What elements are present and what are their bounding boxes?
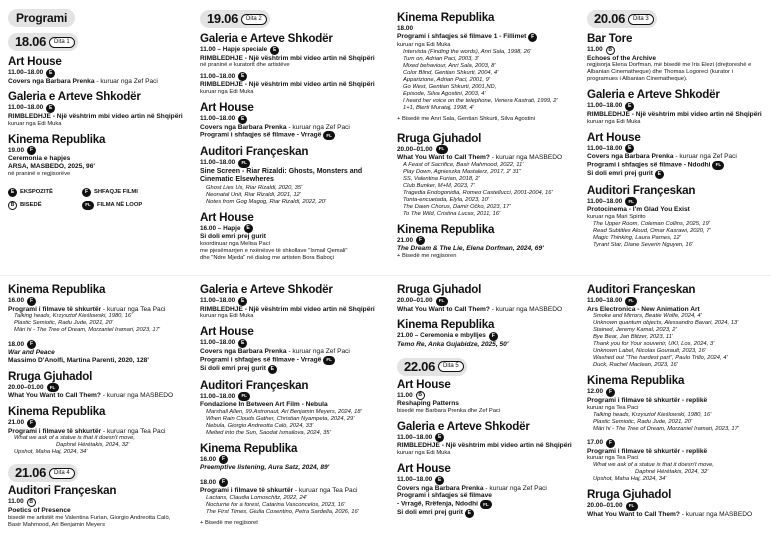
event-time: 11.00–18.00 E	[397, 476, 579, 485]
film-item: To The Wild, Cristina Lucas, 2011, 16'	[403, 210, 501, 217]
day-pill-4	[8, 464, 78, 482]
event-title: Programi i shfaqjes së filmave	[397, 492, 492, 500]
event-title: Ars Electronica - New Animation Art	[587, 305, 700, 313]
event-title: Programi i filmave të shkurtër - kuruar nga Tea Paci	[8, 305, 166, 313]
film-item: Upshot, Maha Haj, 2024, 34'	[593, 476, 667, 483]
event-time: 16.00 F	[200, 455, 385, 464]
event-block	[587, 33, 767, 83]
event-time: 11.00–18.00 E	[8, 104, 190, 113]
venue-name: Art House	[200, 210, 254, 224]
exhibition-icon: E	[435, 476, 444, 485]
day-tag: Dita 2	[241, 14, 267, 25]
event-time: 11.00–18.00 E	[397, 433, 579, 442]
event-block	[587, 185, 767, 249]
event-note: dhe "Ndre Mjeda" në dialog me artisten Bora Baboçi	[200, 255, 334, 261]
day-date: 22.06	[404, 358, 436, 374]
day-tag: Dita 5	[438, 361, 464, 372]
event-title: War and Peace	[8, 349, 55, 357]
film-icon: F	[27, 419, 36, 428]
loop-icon: FL	[625, 297, 637, 306]
event-block	[397, 12, 579, 123]
event-time: 11.00–18.00 E	[587, 144, 767, 153]
exhibition-icon: E	[655, 170, 664, 179]
venue-name: Rruga Gjuhadol	[397, 131, 482, 145]
event-time: 20.00–01.00 FL	[8, 383, 190, 392]
event-title: Programi i shfaqjes së filmave - Ndodhi FL	[587, 161, 767, 170]
talk-note: + Bisedë me regjisoren	[397, 253, 457, 260]
film-item: Marshall Allen, 99.Astronaut, Ari Benjamin Meyers, 2024, 18'	[206, 408, 362, 415]
film-item: Duck, Rachel Maclean, 2023, 16'	[593, 362, 678, 369]
event-title: Programi i filmave të shkurtër - kuruar nga Tea Paci	[8, 427, 166, 435]
loop-icon: FL	[626, 502, 638, 511]
event-title: Protocinema - I'm Glad You Exist	[587, 206, 690, 214]
venue-name: Auditori Françeskan	[587, 284, 696, 296]
event-time: 11.00–18.00 E	[8, 69, 190, 78]
venue-name: Kinema Republika	[8, 284, 106, 296]
venue-name: Art House	[200, 325, 254, 339]
event-time: 11.00–18.00 E	[200, 115, 385, 124]
page-title: Programi	[8, 9, 75, 27]
event-time: 18.00	[397, 24, 413, 32]
loop-icon: FL	[436, 297, 448, 306]
legend-label: EKSPOZITË	[20, 189, 53, 196]
day-date: 19.06	[207, 11, 239, 26]
event-title: Reshaping Patterns	[397, 400, 459, 408]
film-icon: F	[27, 340, 36, 349]
exhibition-icon: E	[625, 144, 634, 153]
exhibition-icon: E	[238, 115, 247, 124]
venue-name: Kinema Republika	[397, 222, 495, 236]
venue-name: Kinema Republika	[587, 374, 685, 388]
event-title: RIMBLEDHJE - Një vështrim mbi video artin në Shqipëri	[200, 305, 375, 313]
film-item: Stained, Jeremy Kamal, 2023, 2'	[593, 327, 677, 334]
venue-name: Art House	[200, 101, 254, 115]
event-title: Programi i shfaqjes së filmave - Vrragë FL	[200, 131, 385, 140]
event-block	[397, 133, 579, 218]
event-time: 20.00–01.00 FL	[587, 502, 767, 511]
exhibition-icon: E	[238, 339, 247, 348]
venue-name: Kinema Republika	[8, 405, 106, 419]
film-item: SS, Valentina Furian, 2018, 2'	[403, 175, 480, 182]
event-block	[397, 319, 579, 348]
venue-name: Kinema Republika	[200, 441, 298, 455]
event-title: Poetics of Presence	[8, 506, 71, 514]
event-title: Covers nga Barbara Prenka - kuruar nga Zef Paci	[200, 347, 350, 355]
column-8	[587, 284, 767, 550]
film-icon: F	[606, 439, 615, 448]
event-title: RIMBLEDHJE - Një vështrim mbi video artin në Shqipëri	[397, 442, 572, 450]
event-title: What You Want to Call Them? - kuruar nga MASBEDO	[587, 510, 753, 518]
talk-note: + Bisedë me Anri Sala, Gentian Shkurti, Silva Agostini	[397, 115, 536, 122]
event-block	[200, 33, 385, 96]
event-time: 11.00–18.00 FL	[200, 392, 385, 401]
event-title: Echoes of the Archive	[587, 54, 657, 62]
film-icon: F	[219, 455, 228, 464]
column-7	[397, 284, 579, 550]
event-time: 12.00 F	[587, 388, 767, 397]
venue-name: Auditori Françeskan	[200, 378, 309, 392]
talk-icon: B	[606, 46, 615, 55]
event-note: koordinuar nga Melisa Paci	[200, 241, 270, 247]
venue-name: Art House	[587, 130, 641, 144]
film-item: Notes from Gog Magog, Riar Rizaldi, 2022, 20'	[206, 198, 326, 205]
day-pill-5	[397, 358, 467, 376]
event-time: 11.00 – Hapje speciale E	[200, 46, 385, 55]
event-title: Programi i filmave të shkurtër - kuruar nga Tea Paci	[200, 487, 358, 495]
event-note: në praninë e regjisorëve	[8, 170, 71, 177]
venue-name: Kinema Republika	[8, 132, 106, 146]
film-item: Intervista (Finding the words), Anri Sala, 1998, 26'	[403, 48, 532, 55]
exhibition-icon: E	[8, 188, 17, 197]
legend	[8, 188, 190, 210]
event-title: RIMBLEDHJE - Një vështrim mbi video artin në Shqipëri	[8, 112, 183, 120]
curator-note: kuruar nga Tea Paci	[587, 455, 639, 462]
venue-name: Galeria e Arteve Shkodër	[8, 90, 141, 104]
film-item: Unknown Label, Nicolas Gourault, 2023, 16'	[593, 348, 706, 355]
event-time: 11.00 B	[397, 391, 579, 400]
film-item: Nocturne for a forest, Catarina Vasconcelos, 2023, 16'	[206, 501, 346, 508]
event-title: Si doli emri prej gurit E	[587, 170, 767, 179]
venue-name: Art House	[397, 377, 451, 391]
column-6	[200, 284, 385, 550]
film-item: Episode, Silva Agostini, 2003, 4'	[403, 90, 486, 97]
film-item: Plastic Semiotic, Radu Jude, 2021, 20'	[593, 418, 693, 425]
event-time: 11.00–18.00 FL	[200, 159, 385, 168]
venue-name: Art House	[8, 55, 62, 68]
legend-label: SHFAQJE FILMI	[94, 189, 138, 196]
curator-note: kuruar nga Edi Muka	[8, 120, 62, 127]
day-tag: Dita 1	[49, 37, 75, 48]
event-time: 21.00 – Ceremonia e mbylljes F	[397, 332, 579, 341]
day-pill-1	[8, 33, 78, 51]
film-item: Tonta-encuetada, Elyla, 2023, 10'	[403, 196, 489, 203]
event-title: RIMBLEDHJE - Një vështrim mbi video artin në Shqipëri	[200, 54, 375, 62]
loop-icon: FL	[323, 356, 335, 365]
event-block	[8, 406, 190, 456]
venue-name: Auditori Françeskan	[587, 183, 696, 197]
event-title: Programi i filmave të shkurtër - replikë	[587, 447, 708, 455]
exhibition-icon: E	[435, 433, 444, 442]
exhibition-icon: E	[625, 102, 634, 111]
film-item: Ghost Lies Us, Riar Rizaldi, 2020, 35'	[206, 184, 303, 191]
venue-name: Bar Tore	[587, 32, 633, 45]
film-item: Daphné Hérétakis, 2024, 32'	[56, 442, 130, 449]
curator-note: kuruar nga Edi Muka	[397, 41, 451, 48]
film-item: Tyrant Star, Diane Severin Nguyen, 16'	[593, 242, 693, 249]
film-item: Apparizione, Adrian Paci, 2001, 9'	[403, 76, 490, 83]
event-title: Programi i shfaqjes së filmave 1 - Fillimet F	[397, 33, 579, 42]
day-date: 21.06	[15, 465, 47, 481]
film-item: Plastic Semiotic, Radu Jude, 2021, 20'	[14, 320, 114, 327]
talk-note: + Bisedë me regjisoret	[200, 519, 258, 526]
event-time: 19.00 F	[8, 146, 190, 155]
event-block	[397, 463, 579, 518]
event-block	[200, 146, 385, 205]
loop-icon: FL	[625, 197, 637, 206]
film-item: 1+1, Blerti Murataj, 1998, 4'	[403, 104, 474, 111]
venue-name: Rruga Gjuhadol	[587, 488, 672, 502]
venue-name: Auditori Françeskan	[200, 145, 309, 159]
event-title: The Dream & The Lie, Elena Dorfman, 2024, 69'	[397, 245, 544, 253]
event-title: What You Want to Call Them? - kuruar nga MASBEDO	[397, 305, 563, 313]
event-time: 11.00 B	[587, 46, 767, 55]
exhibition-icon: E	[238, 297, 247, 306]
event-block	[587, 132, 767, 179]
venue-name: Rruga Gjuhadol	[8, 369, 93, 383]
day-date: 18.06	[15, 34, 47, 49]
exhibition-icon: E	[270, 46, 279, 55]
event-title: Fondazione In Between Art Film - Nebula	[200, 401, 328, 409]
day-date: 20.06	[594, 11, 626, 26]
exhibition-icon: E	[46, 104, 55, 113]
film-item: Thank you for Your souvenir, UKI, Los, 2024, 3'	[593, 341, 715, 348]
loop-icon: FL	[82, 201, 94, 210]
film-item: Daphné Hérétakis, 2024, 32'	[635, 469, 709, 476]
event-title: What You Want to Call Them? - kuruar nga MASBEDO	[8, 392, 174, 400]
loop-icon: FL	[47, 383, 59, 392]
event-block	[8, 371, 190, 400]
film-icon: F	[528, 33, 537, 42]
talk-icon: B	[27, 498, 36, 507]
loop-icon: FL	[712, 161, 724, 170]
film-item: I heard her voice on the telephone, Venera Kastrati, 1999, 2'	[403, 97, 558, 104]
loop-icon: FL	[323, 131, 335, 140]
event-title: Sine Screen - Riar Rizaldi: Ghosts, Monsters and Cinematic Elsewheres	[200, 167, 363, 184]
event-title: - Vrragë, Rrëfenja, Ndodhi FL	[397, 500, 579, 509]
event-title: Covers nga Barbara Prenka - kuruar nga Zef Paci	[397, 484, 547, 492]
film-icon: F	[606, 388, 615, 397]
film-item: Talking heads, Krzysztof Kieślowski, 1980, 16'	[14, 313, 133, 320]
curator-note: kuruar nga Edi Muka	[397, 450, 451, 457]
film-item: Mixed behaviour, Anri Sala, 2003, 8'	[403, 62, 496, 69]
event-time: 16.00 – Hapje E	[200, 224, 385, 233]
loop-icon: FL	[480, 500, 492, 509]
event-block	[8, 485, 190, 528]
event-block	[200, 443, 385, 527]
venue-name: Kinema Republika	[397, 318, 495, 332]
event-block	[397, 421, 579, 457]
day-tag: Dita 4	[49, 468, 75, 479]
event-time: 21.00 F	[397, 236, 579, 245]
event-time: 11.00–18.00 E	[587, 102, 767, 111]
event-credit: ARSA, MASBEDO, 2025, 96'	[8, 162, 95, 170]
film-item: Go West, Gentian Shkurti, 2001,ND,	[403, 83, 497, 90]
event-title: Si doli emri prej gurit E	[397, 509, 579, 518]
film-item: Märi hi - The Tree of Dream, Morzaniel Iramari, 2023, 17'	[593, 425, 739, 432]
event-block	[200, 212, 385, 262]
film-icon: F	[82, 188, 91, 197]
event-title: RIMBLEDHJE - Një vështrim mbi video artin në Shqipëri	[587, 110, 762, 118]
event-title: Si doli emri prej gurit	[200, 233, 266, 241]
event-block	[8, 91, 190, 127]
event-title: Programi i filmave të shkurtër - replikë	[587, 396, 708, 404]
film-item: Club Bunker, M+M, 2023, 7'	[403, 182, 475, 189]
venue-name: Rruga Gjuhadol	[397, 284, 482, 296]
event-time: 16.00 F	[8, 297, 190, 306]
event-time: 20.00–01.00 FL	[397, 297, 579, 306]
event-block	[200, 326, 385, 373]
legend-label: BISEDË	[20, 202, 42, 209]
exhibition-icon: E	[268, 365, 277, 374]
event-title: Covers nga Barbara Prenka - kuruar nga Zef Paci	[8, 77, 158, 85]
film-icon: F	[27, 297, 36, 306]
event-block	[397, 224, 579, 260]
column-5	[8, 284, 190, 550]
venue-name: Auditori Françeskan	[8, 484, 117, 498]
venue-name: Kinema Republika	[397, 11, 495, 24]
film-item: Magic Thinking, Laura Parnes, 12'	[593, 235, 681, 242]
event-block	[587, 284, 767, 369]
film-item: What we ask of a statue is that it doesn't move,	[593, 462, 714, 469]
event-time: 11.00–18.00 FL	[587, 297, 767, 306]
event-title: Si doli emri prej gurit E	[200, 365, 385, 374]
film-item: Bye Bear, Jan Blitzer, 2023, 11'	[593, 334, 673, 341]
event-time: 11.00–18.00 E	[200, 297, 385, 306]
event-time: 11.00–18.00 E	[200, 72, 385, 81]
venue-name: Galeria e Arteve Shkodër	[587, 88, 720, 102]
event-time: 21.00 F	[8, 419, 190, 428]
film-icon: F	[416, 236, 425, 245]
film-item: When Rain Clouds Gather, Christian Nyampeta, 2024, 29'	[206, 415, 355, 422]
film-item: Nebula, Giorgio Andreotta Calò, 2024, 33'	[206, 422, 314, 429]
loop-icon: FL	[238, 159, 250, 168]
event-note: bisedë me artistët me Valentina Furian, Giorgio Andreotta Calò,	[8, 514, 171, 521]
film-item: Washed out "The hardest part", Paulo Trillo, 2024, 4'	[593, 355, 728, 362]
event-credit: Massimo D'Anolfi, Martina Parenti, 2020, 128'	[8, 357, 149, 365]
venue-name: Galeria e Arteve Shkodër	[200, 32, 333, 45]
film-item: The Dawn Chorus, Damir Očko, 2023, 17'	[403, 203, 511, 210]
event-time: 11.00 B	[8, 498, 190, 507]
film-item: Color Blind, Gentian Shkurti, 2004, 4'	[403, 69, 499, 76]
exhibition-icon: E	[46, 69, 55, 78]
film-item: Turn on, Adrian Paci, 2003, 3'	[403, 55, 479, 62]
film-item: What we ask of a statue is that it doesn't move,	[14, 435, 135, 442]
film-item: The Upper Room, Coleman Collins, 2025, 19'	[593, 221, 710, 228]
film-item: Play Down, Agnieszka Mastalerz, 2017, 2' 31"	[403, 168, 521, 175]
event-time: 11.00–18.00 E	[200, 339, 385, 348]
event-time: 18.00 F	[200, 478, 385, 487]
film-item: Melted into the Sun, Saodat Ismailova, 2024, 35'	[206, 429, 331, 436]
event-title: Preemptive listening, Aura Satz, 2024, 89'	[200, 464, 330, 472]
event-note: në praninë e kuratorit dhe artistëve	[200, 62, 290, 69]
event-block	[8, 284, 190, 365]
curator-note: kuruar nga Mari Spirito	[587, 214, 646, 221]
venue-name: Art House	[397, 462, 451, 476]
event-block	[587, 489, 767, 518]
film-item: Neonatal Unit, Riar Rizaldi, 2021, 12'	[206, 191, 301, 198]
exhibition-icon: E	[238, 72, 247, 81]
event-title: Covers nga Barbara Prenka - kuruar nga Zef Paci	[587, 153, 737, 161]
event-block	[8, 56, 190, 85]
event-title: Covers nga Barbara Prenka - kuruar nga Zef Paci	[200, 123, 350, 131]
exhibition-icon: E	[244, 224, 253, 233]
venue-name: Galeria e Arteve Shkodër	[397, 419, 530, 433]
film-item: Märi hi - The Tree of Dream, Morzaniel Iramari, 2023, 17'	[14, 327, 160, 334]
event-title: What You Want to Call Them? - kuruar nga MASBEDO	[397, 154, 563, 161]
event-block	[587, 375, 767, 483]
curator-note: kuruar nga Edi Muka	[200, 89, 254, 96]
film-item: The First Times, Giulia Cosentino, Petra Sardella, 2026, 16'	[206, 508, 359, 515]
event-time: 20.00–01.00 FL	[397, 145, 579, 154]
event-note: Basir Mahmood, Ari Benjamin Meyers	[8, 521, 105, 528]
exhibition-icon: E	[465, 509, 474, 518]
curator-note: kuruar nga Edi Muka	[200, 313, 254, 320]
event-note: programues i Albanian Cinematheque).	[587, 76, 688, 83]
day-pill-3	[587, 10, 657, 28]
event-note: regjisorja Elena Dorfman, më bisedë me Iris Elezi (drejtoreshë e	[587, 62, 752, 69]
talk-icon: B	[416, 391, 425, 400]
loop-icon: FL	[238, 392, 250, 401]
event-block	[587, 89, 767, 125]
film-item: Unknown quantum objects, Alessandro Bavari, 2024, 13'	[593, 320, 739, 327]
loop-icon: FL	[436, 145, 448, 154]
film-icon: F	[489, 332, 498, 341]
event-time: 17.00 F	[587, 439, 767, 448]
event-note: bisedë me Barbara Prenka dhe Zef Paci	[397, 407, 501, 414]
event-block	[397, 284, 579, 313]
event-block	[397, 379, 579, 415]
day-tag: Dita 3	[628, 14, 654, 25]
event-title: Ceremonia e hapjes	[8, 155, 71, 163]
event-block	[8, 134, 190, 178]
film-item: Upshot, Maha Haj, 2024, 34'	[14, 449, 88, 456]
film-item: Lactans, Claudia Lomoschitz, 2022, 24'	[206, 494, 308, 501]
event-block	[200, 284, 385, 320]
event-time: 11.00–18.00 FL	[587, 197, 767, 206]
legend-label: FILMA NË LOOP	[97, 202, 143, 209]
curator-note: kuruar nga Tea Paci	[587, 404, 639, 411]
day-pill-2	[200, 10, 270, 28]
event-title: RIMBLEDHJE - Një vështrim mbi video artin në Shqipëri	[200, 81, 375, 89]
film-icon: F	[219, 478, 228, 487]
film-icon: F	[27, 146, 36, 155]
event-title: Programi i shfaqjes së filmave - Vrragë FL	[200, 356, 385, 365]
event-title: Temo Re, Anka Gujabidze, 2025, 50'	[397, 340, 509, 348]
film-item: A Feast of Sacrifice, Basir Mahmood, 2022, 11'	[403, 161, 524, 168]
event-block	[200, 102, 385, 140]
talk-icon: B	[8, 201, 17, 210]
film-item: Read Subtitles Aloud, Omar Kasrawi, 2020, 7'	[593, 228, 711, 235]
film-item: Talking heads, Krzysztof Kieślowski, 1980, 16'	[593, 411, 712, 418]
venue-name: Galeria e Arteve Shkodër	[200, 284, 333, 296]
curator-note: kuruar nga Edi Muka	[587, 118, 641, 125]
event-note: me pjesëmarrjen e nxënësve të shkollave "Ismail Qemali"	[200, 248, 348, 254]
event-note: Albanian Cinematheque) dhe Thomas Logoreci (kurator i	[587, 69, 733, 76]
event-time: 18.00 F	[8, 340, 190, 349]
film-item: Tragedia Endogonidia, Romeo Castellucci, 2001-2004, 16'	[403, 189, 553, 196]
film-item: Smoke and Mirrors, Beatie Wolfe, 2024, 4'	[593, 313, 702, 320]
event-block	[200, 380, 385, 437]
